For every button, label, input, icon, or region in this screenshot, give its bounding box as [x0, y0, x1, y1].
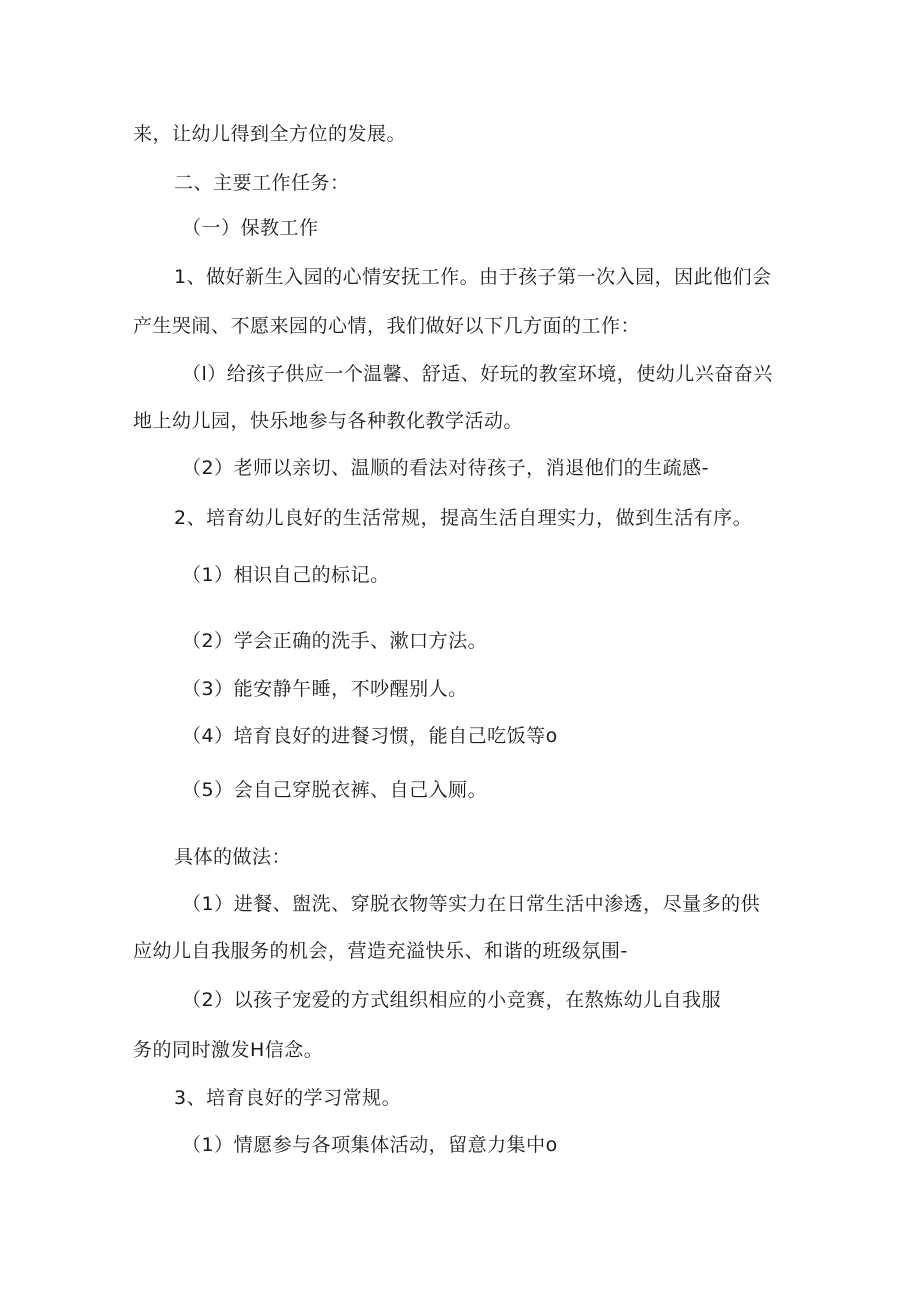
text-line: （l）给孩子供应一个温馨、舒适、好玩的教室环境，使幼儿兴奋奋兴	[182, 363, 773, 385]
list-item: （1）相识自己的标记。	[182, 564, 390, 586]
list-item: （5）会自己穿脱衣裤、自己入厕。	[182, 779, 488, 801]
text-line: （2）老师以亲切、温顺的看法对待孩子，消退他们的生疏感-	[182, 457, 709, 479]
list-item: （2）学会正确的洗手、漱口方法。	[182, 630, 488, 652]
list-item: （3）能安静午睡，不吵醒别人。	[182, 678, 468, 700]
text-line: 地上幼儿园，快乐地参与各种教化教学活动。	[133, 410, 524, 432]
text-line: 1、做好新生入园的心情安抚工作。由于孩子第一次入园，因此他们会	[174, 266, 772, 288]
text-line: 3、培育良好的学习常规。	[174, 1087, 402, 1109]
text-line: 务的同时激发H信念。	[133, 1039, 324, 1061]
subsection-heading: （一）保教工作	[182, 217, 319, 239]
text-line: 产生哭闹、不愿来园的心情，我们做好以下几方面的工作：	[133, 315, 641, 337]
text-line: 来，让幼儿得到全方位的发展。	[133, 123, 407, 145]
text-line: 2、培育幼儿良好的生活常规，提高生活自理实力，做到生活有序。	[174, 507, 753, 529]
section-heading: 二、主要工作任务：	[174, 172, 350, 194]
text-line: （1）进餐、盥洗、穿脱衣物等实力在日常生活中渗透，尽量多的供	[182, 893, 761, 915]
text-line: （2）以孩子宠爱的方式组织相应的小竞赛，在熬炼幼儿自我服	[182, 989, 722, 1011]
subsection-heading: 具体的做法：	[174, 846, 292, 868]
list-item: （4）培育良好的进餐习惯，能自己吃饭等o	[182, 725, 558, 747]
list-item: （1）情愿参与各项集体活动，留意力集中o	[182, 1134, 558, 1156]
text-line: 应幼儿自我服务的机会，营造充溢快乐、和谐的班级氛围-	[133, 940, 628, 962]
